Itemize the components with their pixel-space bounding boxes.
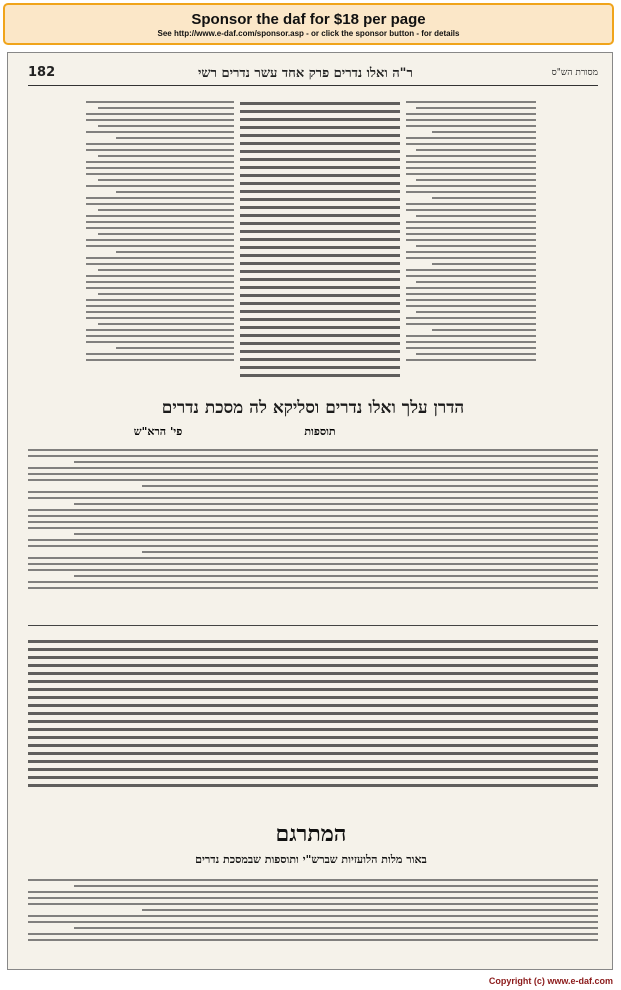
sponsor-banner-title[interactable]: Sponsor the daf for $18 per page [191,11,426,28]
talmud-page [7,52,613,970]
hamatargem-heading: המתרגם [275,821,347,847]
tosafot-heading: תוספות [304,425,336,438]
hamatargem-subheading: באור מלות הלועזיות שברש"י ותוספות שבמסכת נדרים [195,853,427,866]
hadran-heading: הדרן עלך ואלו נדרים וסליקא לה מסכת נדרים [161,398,465,418]
rosh-heading: פי' הרא"ש [133,425,183,438]
glossary-block [28,875,598,963]
copyright-link[interactable]: Copyright (c) www.e-daf.com [488,976,613,986]
folio-number: 182 [28,65,56,80]
sponsor-banner[interactable] [3,3,614,45]
commentary-block [28,445,598,617]
page-header [28,65,598,86]
siyum-prayer-block [28,635,598,817]
sponsor-banner-subtitle[interactable]: See http://www.e-daf.com/sponsor.asp - or click the sponsor button - for details [157,29,460,38]
rashi-column [406,97,536,402]
section-divider [28,625,598,626]
running-header: ר"ה ואלו נדרים פרק אחד עשר נדרים רשי [198,66,413,81]
gemara-column [240,97,400,402]
tosafot-column [86,97,234,402]
tractate-label: מסורת הש"ס [551,68,598,78]
